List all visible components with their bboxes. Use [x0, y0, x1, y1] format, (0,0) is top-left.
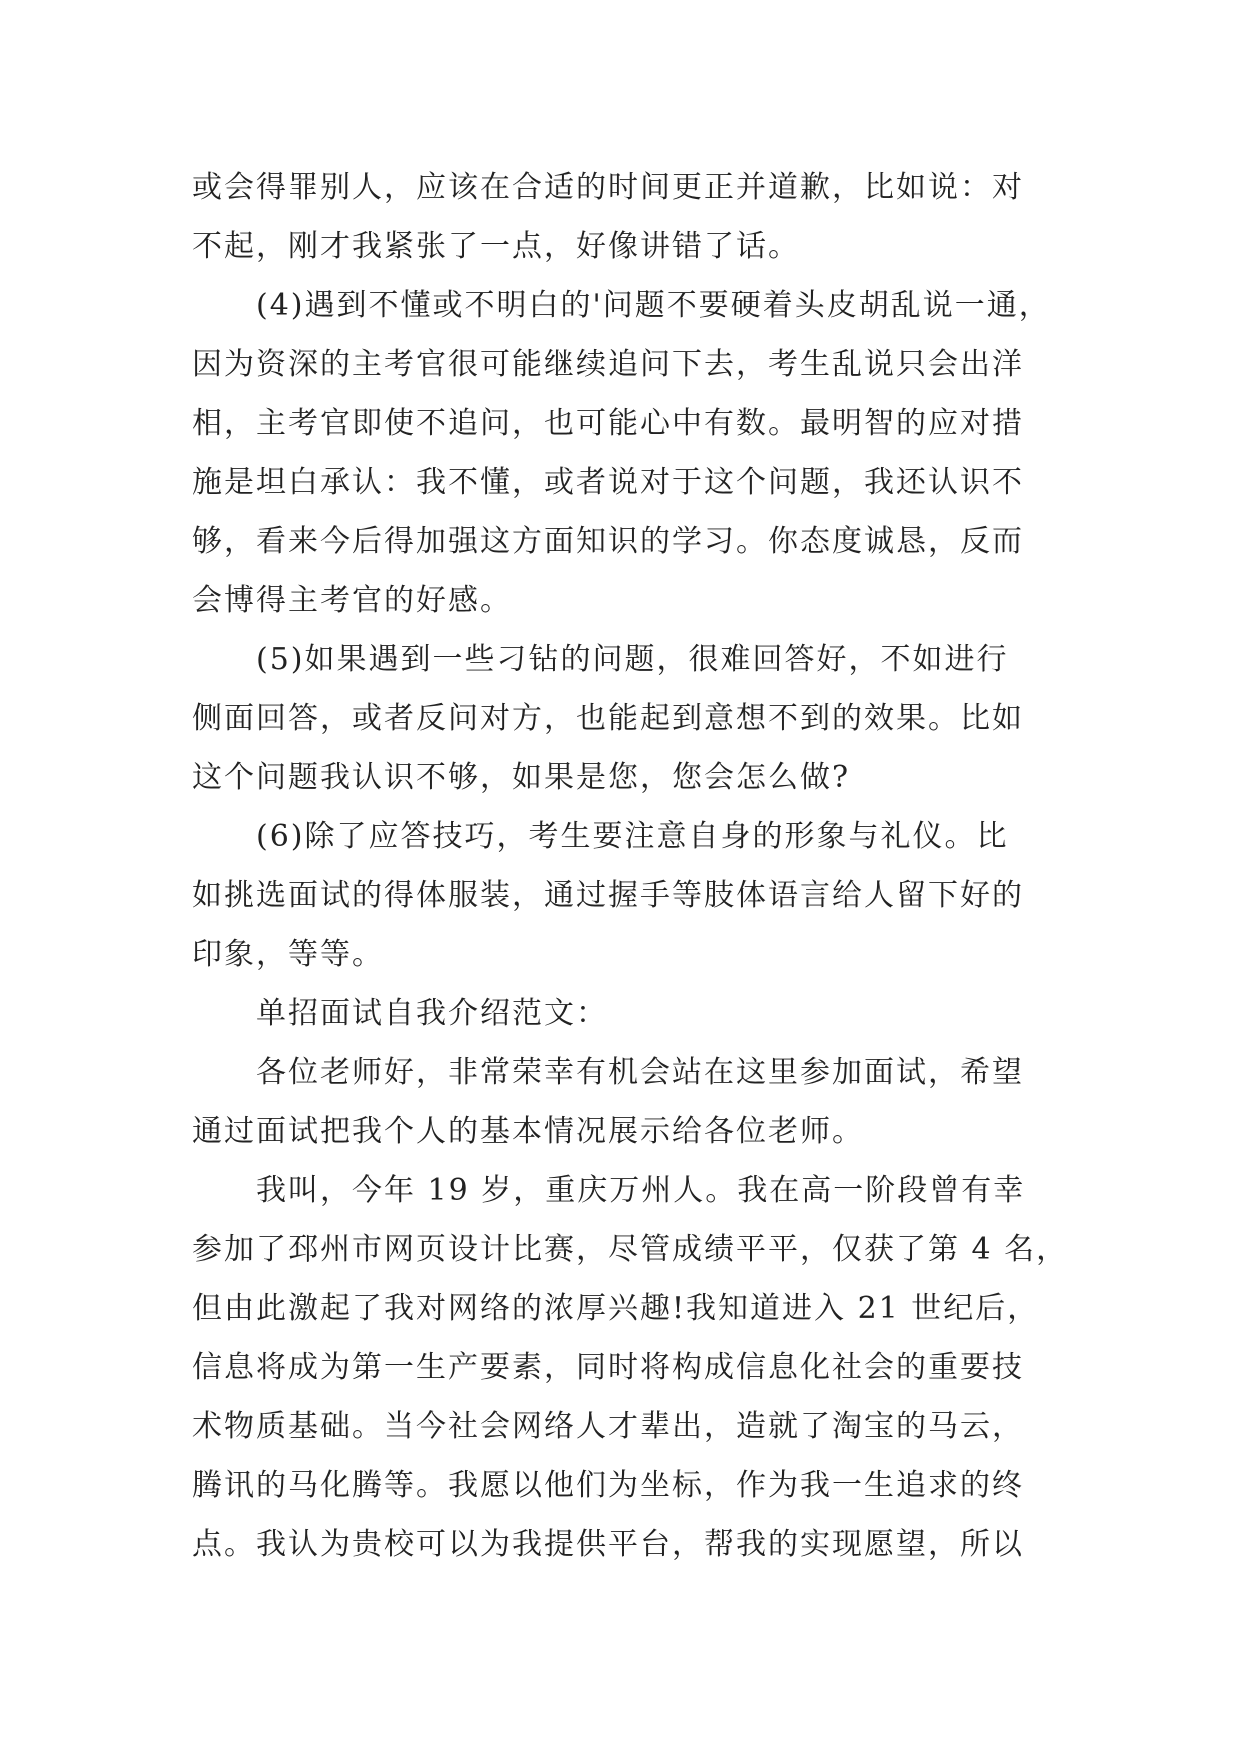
text-line: 够，看来今后得加强这方面知识的学习。你态度诚恳，反而	[192, 524, 1024, 559]
text-line: 如挑选面试的得体服装，通过握手等肢体语言给人留下好的	[192, 878, 1024, 913]
text-line: (4)遇到不懂或不明白的'问题不要硬着头皮胡乱说一通，	[192, 288, 1051, 323]
text-line: (5)如果遇到一些刁钻的问题，很难回答好，不如进行	[192, 642, 1009, 677]
text-line: 点。我认为贵校可以为我提供平台，帮我的实现愿望，所以	[192, 1527, 1024, 1562]
text-line: 或会得罪别人，应该在合适的时间更正并道歉，比如说：对	[192, 170, 1024, 205]
text-line: (6)除了应答技巧，考生要注意自身的形象与礼仪。比	[192, 819, 1009, 854]
text-line: 术物质基础。当今社会网络人才辈出，造就了淘宝的马云，	[192, 1409, 1024, 1444]
text-line: 相，主考官即使不追问，也可能心中有数。最明智的应对措	[192, 406, 1024, 441]
text-line: 通过面试把我个人的基本情况展示给各位老师。	[192, 1114, 864, 1149]
text-line: 印象，等等。	[192, 937, 384, 972]
text-line: 不起，刚才我紧张了一点，好像讲错了话。	[192, 229, 800, 264]
text-line: 这个问题我认识不够，如果是您，您会怎么做?	[192, 760, 851, 795]
text-line: 会博得主考官的好感。	[192, 583, 512, 618]
text-line: 但由此激起了我对网络的浓厚兴趣!我知道进入 21 世纪后，	[192, 1291, 1040, 1326]
text-line: 单招面试自我介绍范文：	[192, 996, 608, 1031]
text-line: 因为资深的主考官很可能继续追问下去，考生乱说只会出洋	[192, 347, 1024, 382]
text-line: 各位老师好，非常荣幸有机会站在这里参加面试，希望	[192, 1055, 1024, 1090]
text-line: 参加了邳州市网页设计比赛，尽管成绩平平，仅获了第 4 名，	[192, 1232, 1069, 1267]
text-line: 施是坦白承认：我不懂，或者说对于这个问题，我还认识不	[192, 465, 1024, 500]
text-line: 信息将成为第一生产要素，同时将构成信息化社会的重要技	[192, 1350, 1024, 1385]
text-line: 我叫，今年 19 岁，重庆万州人。我在高一阶段曾有幸	[192, 1173, 1026, 1208]
text-line: 腾讯的马化腾等。我愿以他们为坐标，作为我一生追求的终	[192, 1468, 1024, 1503]
text-line: 侧面回答，或者反问对方，也能起到意想不到的效果。比如	[192, 701, 1024, 736]
document-body	[192, 158, 1069, 1574]
